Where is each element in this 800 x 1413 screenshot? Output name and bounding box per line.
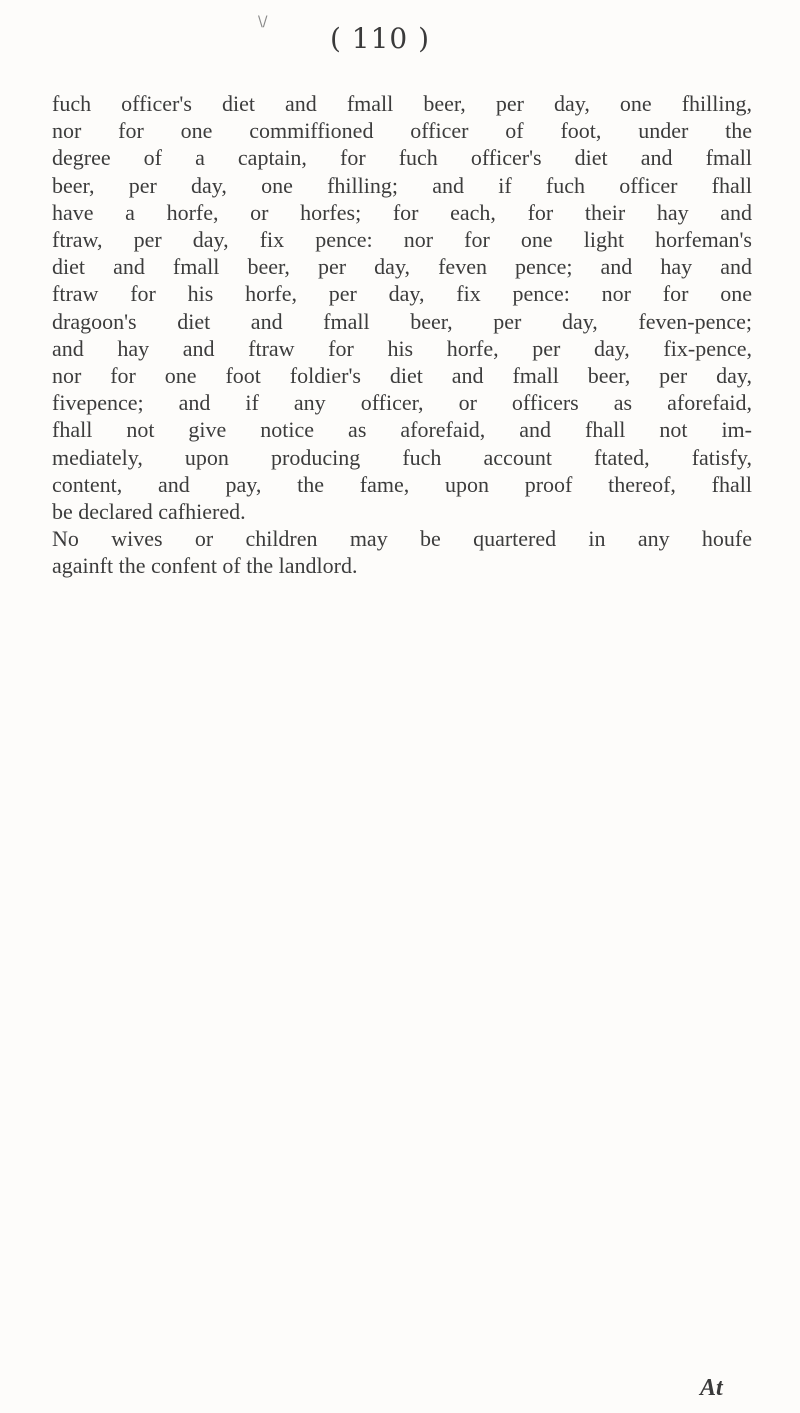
text-line: be declared cafhiered. — [52, 499, 246, 525]
text-line: and hay and ftraw for his horfe, per day, fix-pence, — [52, 335, 752, 361]
text-line: No wives or children may be quartered in any houfe — [52, 526, 752, 552]
text-line: ftraw, per day, fix pence: nor for one light horfeman's — [52, 227, 752, 253]
text-line: diet and fmall beer, per day, feven pence; and hay and — [52, 254, 752, 280]
catchword: At — [700, 1375, 723, 1401]
text-line: fhall not give notice as aforefaid, and fhall not im- — [52, 417, 752, 443]
text-line: fuch officer's diet and fmall beer, per day, one fhilling, — [52, 91, 752, 116]
text-line: have a horfe, or horfes; for each, for their hay and — [52, 199, 752, 225]
text-line: mediately, upon producing fuch account ftated, fatisfy, — [52, 444, 752, 470]
text-line: dragoon's diet and fmall beer, per day, feven-pence; — [52, 308, 752, 334]
text-line: nor for one commiffioned officer of foot, under the — [52, 118, 752, 144]
margin-mark: \/ — [258, 14, 268, 30]
text-line: nor for one foot foldier's diet and fmall beer, per day, — [52, 363, 752, 389]
page-number: ( 110 ) — [329, 22, 431, 55]
text-line: beer, per day, one fhilling; and if fuch officer fhall — [52, 172, 752, 198]
text-line: content, and pay, the fame, upon proof thereof, fhall — [52, 471, 752, 497]
text-line: degree of a captain, for fuch officer's diet and fmall — [52, 145, 752, 171]
text-line: fivepence; and if any officer, or officers as aforefaid, — [52, 390, 752, 416]
body-text — [52, 90, 752, 580]
text-line: ftraw for his horfe, per day, fix pence: nor for one — [52, 281, 752, 307]
text-line: againft the confent of the landlord. — [52, 553, 358, 579]
